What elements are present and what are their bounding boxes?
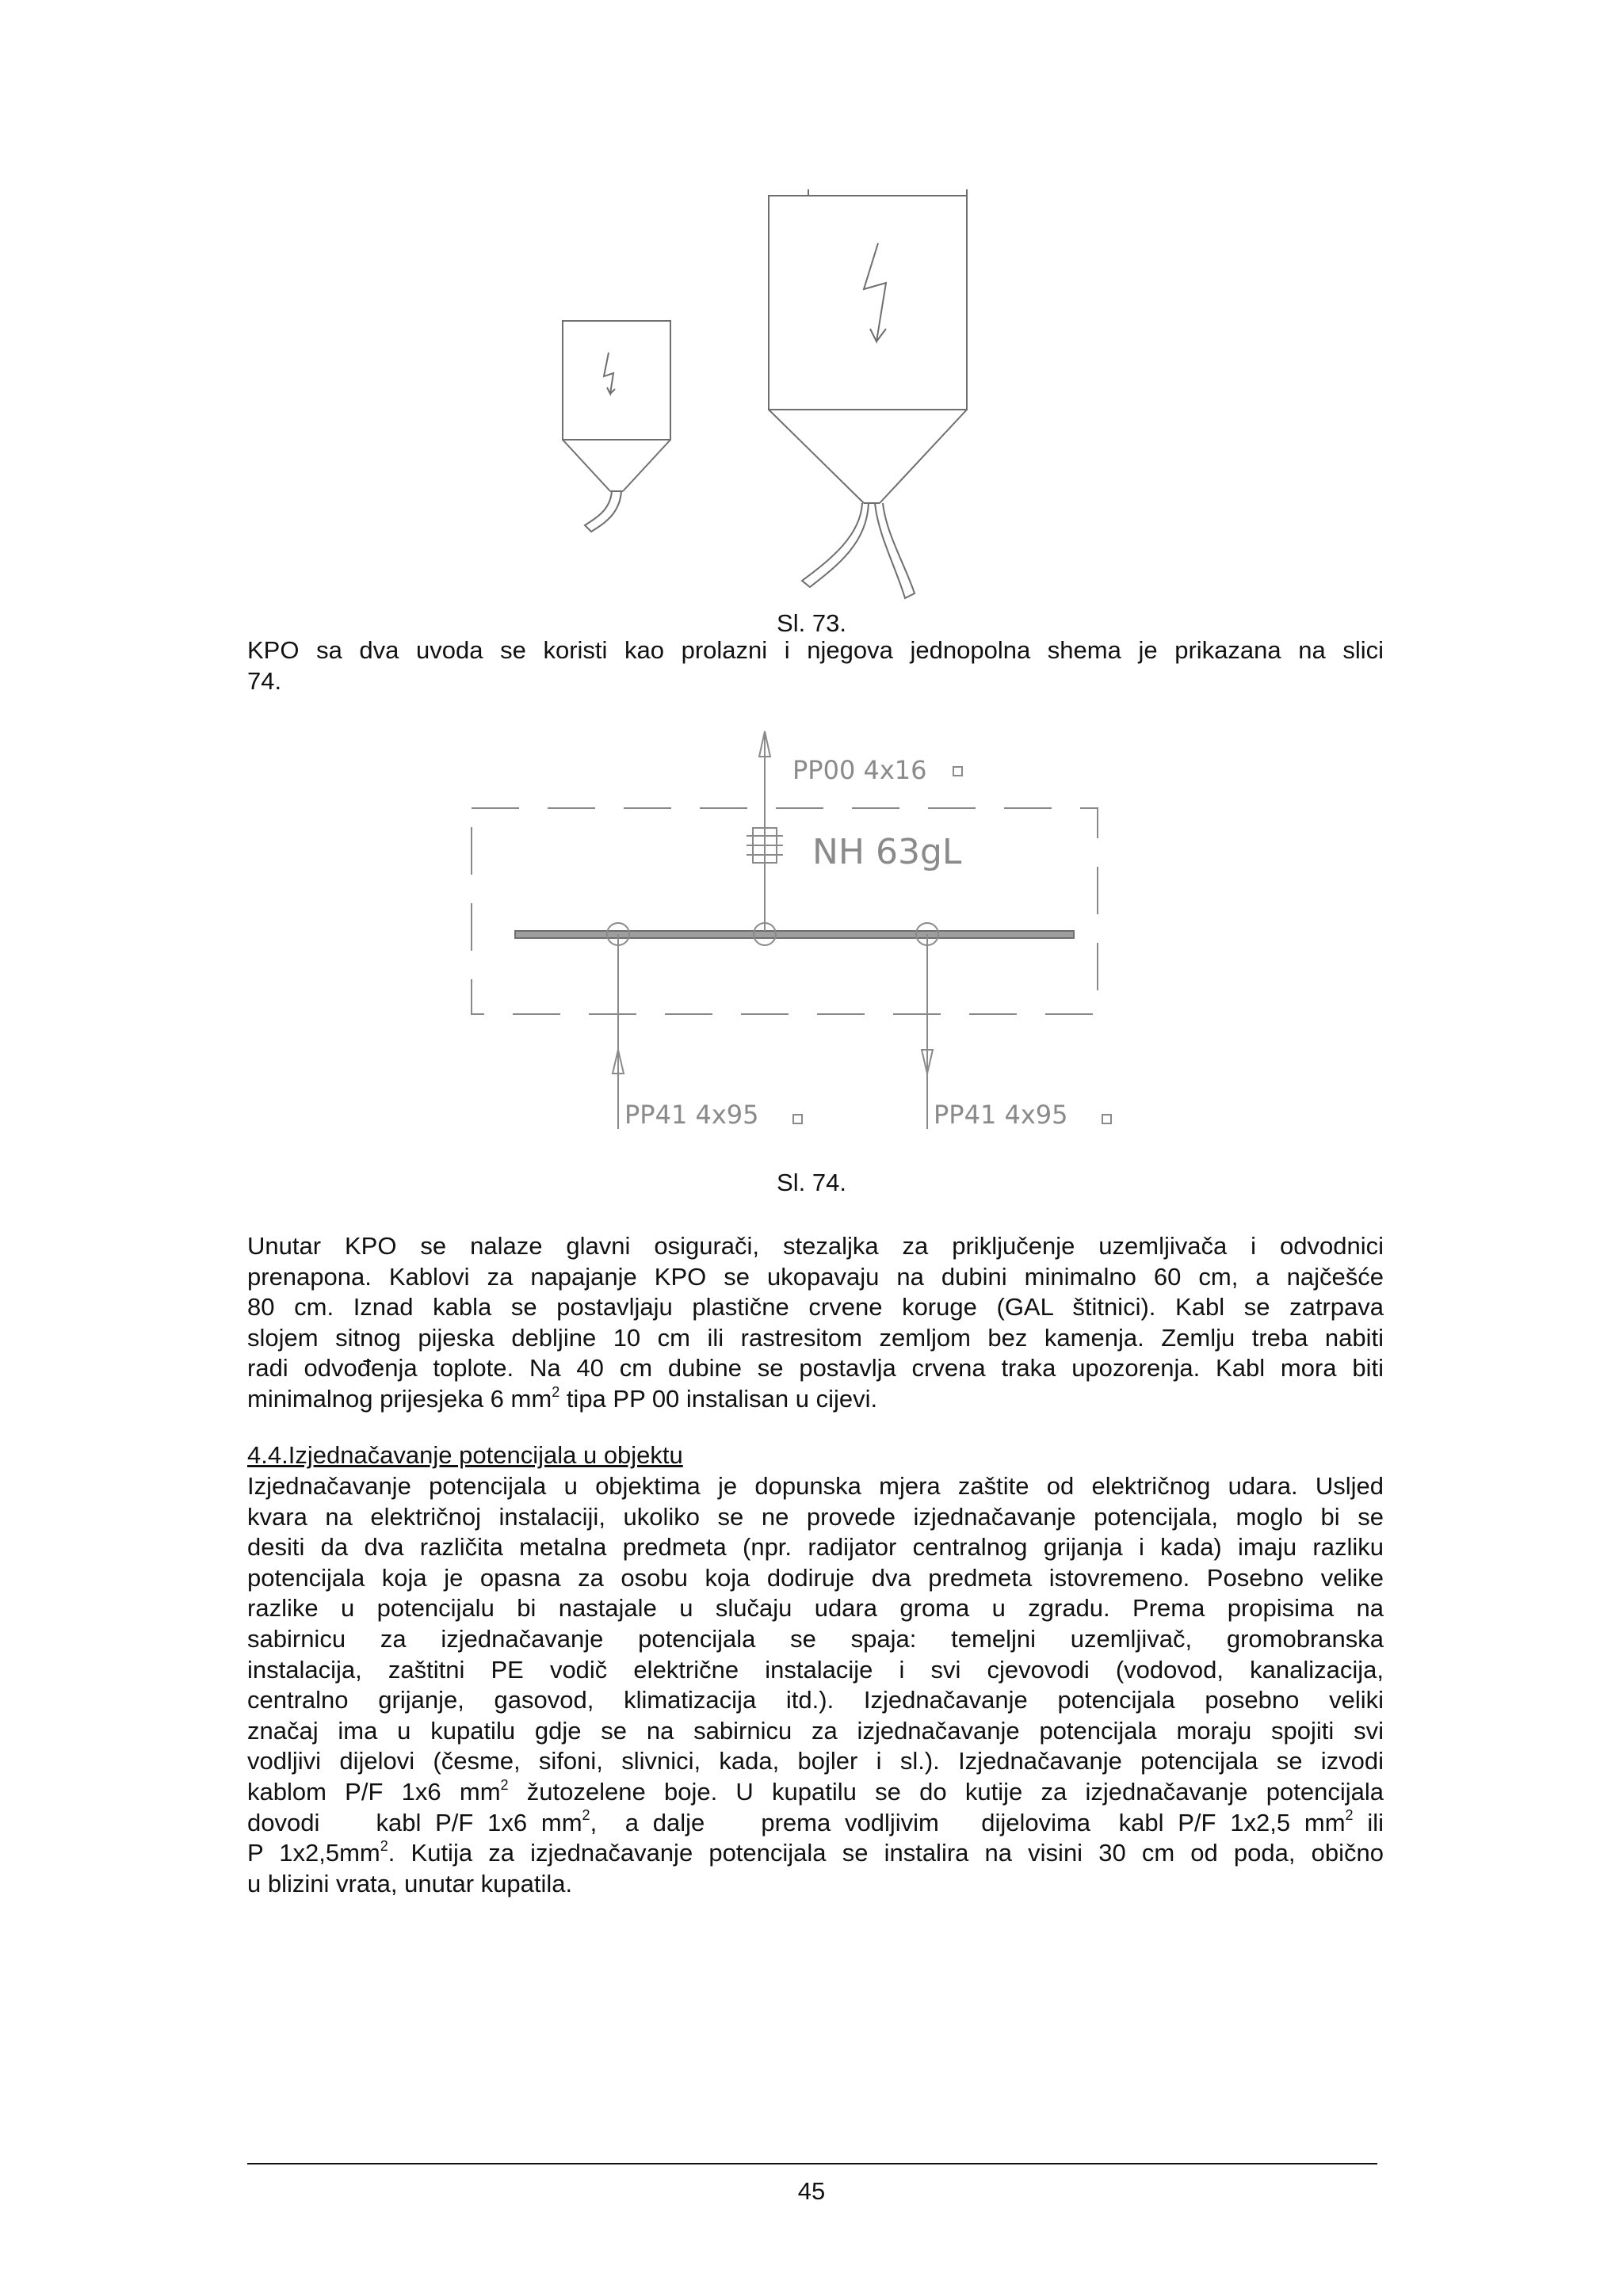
- footer-rule: [247, 2163, 1377, 2164]
- paragraph-line: potencijala koja je opasna za osobu koja dodiruje dva predmeta istovremeno. Posebno velike: [247, 1563, 1384, 1592]
- paragraph-line: dovodi kabl P/F 1x6 $mm^2$, a dalje prema vodljivim dijelovima kabl P/F 1x2,5 $mm^2$ ili: [247, 1807, 1384, 1836]
- paragraph-line: vodljivi dijelovi (česme, sifoni, slivnici, kada, bojler i sl.). Izjednačavanje potencijala se izvodi: [247, 1747, 1384, 1775]
- fuse-label: NH 63gL: [812, 832, 962, 872]
- page-number: 45: [797, 2177, 826, 2205]
- intro-paragraph: [247, 635, 1384, 696]
- figure-73-caption: Sl. 73.: [777, 609, 846, 637]
- paragraph-line: slojem sitnog pijeska debljine 10 cm ili rastresitom zemljom bez kamenja. Zemlju treba nabiti: [247, 1323, 1384, 1352]
- intro-line: KPO sa dva uvoda se koristi kao prolazni i njegova jednopolna shema je prikazana na slici: [247, 636, 1384, 664]
- paragraph-line: minimalnog prijesjeka 6 $mm^2$ tipa PP 00 instalisan u cijevi.: [247, 1383, 878, 1413]
- busbar: [515, 931, 1074, 938]
- paragraph-line: Unutar KPO se nalaze glavni osigurači, stezaljka za priključenje uzemljivača i odvodnici: [247, 1232, 1384, 1260]
- right-cable-label: PP41 4x95: [934, 1100, 1068, 1130]
- paragraph-equipotential: [247, 1471, 1384, 1899]
- large-kpo-box: [769, 189, 967, 598]
- kpo-enclosure-dashed: [472, 808, 1098, 1014]
- paragraph-line: sabirnicu za izjednačavanje potencijala se spaja: temeljni uzemljivač, gromobranska: [247, 1624, 1384, 1653]
- paragraph-line: radi odvođenja toplote. Na 40 cm dubine se postavlja crvena traka upozorenja. Kabl mora biti: [247, 1354, 1384, 1383]
- paragraph-line: instalacija, zaštitni PE vodič električne instalacije i svi cjevovodi (vodovod, kanalizacija,: [247, 1655, 1384, 1684]
- figure-74-diagram: [460, 717, 1133, 1157]
- paragraph-line: 80 cm. Iznad kabla se postavljaju plastične crvene koruge (GAL štitnici). Kabl se zatrpava: [247, 1293, 1384, 1322]
- paragraph-line: P $1x2,5mm^2$. Kutija za izjednačavanje potencijala se instalira na visini 30 cm od poda, obično: [247, 1837, 1384, 1867]
- paragraph-line: u blizini vrata, unutar kupatila.: [247, 1869, 573, 1897]
- paragraph-line: prenapona. Kablovi za napajanje KPO se ukopavaju na dubini minimalno 60 cm, a najčešće: [247, 1262, 1384, 1291]
- paragraph-line: kablom P/F 1x6 $mm^2$ žutozelene boje. U kupatilu se do kutije za izjednačavanje potencijala: [247, 1776, 1384, 1806]
- paragraph-line: centralno grijanje, gasovod, klimatizacija itd.). Izjednačavanje potencijala posebno veliki: [247, 1686, 1384, 1714]
- small-lightning-icon: [604, 353, 615, 394]
- paragraph-line: Izjednačavanje potencijala u objektima je dopunska mjera zaštite od električnog udara. Usljed: [247, 1472, 1384, 1500]
- paragraph-line: desiti da dva različita metalna predmeta (npr. radijator centralnog grijanja i kada) imaju razliku: [247, 1533, 1384, 1562]
- intro-line: 74.: [247, 666, 282, 695]
- figure-74-caption: Sl. 74.: [777, 1169, 846, 1196]
- left-cable-label: PP41 4x95: [624, 1100, 759, 1130]
- paragraph-line: kvara na električnoj instalaciji, ukoliko se ne provede izjednačavanje potencijala, moglo bi se: [247, 1502, 1384, 1531]
- paragraph-kpo: [247, 1231, 1384, 1415]
- top-cable-label: PP00 4x16: [792, 755, 927, 785]
- figure-73-drawing: [547, 186, 991, 614]
- paragraph-line: značaj ima u kupatilu gdje se na sabirnicu za izjednačavanje potencijala moraju spojiti svi: [247, 1716, 1384, 1745]
- small-kpo-box: [563, 321, 670, 532]
- large-lightning-icon: [864, 243, 886, 341]
- paragraph-line: razlike u potencijalu bi nastajale u slučaju udara groma u zgradu. Prema propisima na: [247, 1594, 1384, 1623]
- section-heading: 4.4.Izjednačavanje potencijala u objektu: [247, 1441, 683, 1469]
